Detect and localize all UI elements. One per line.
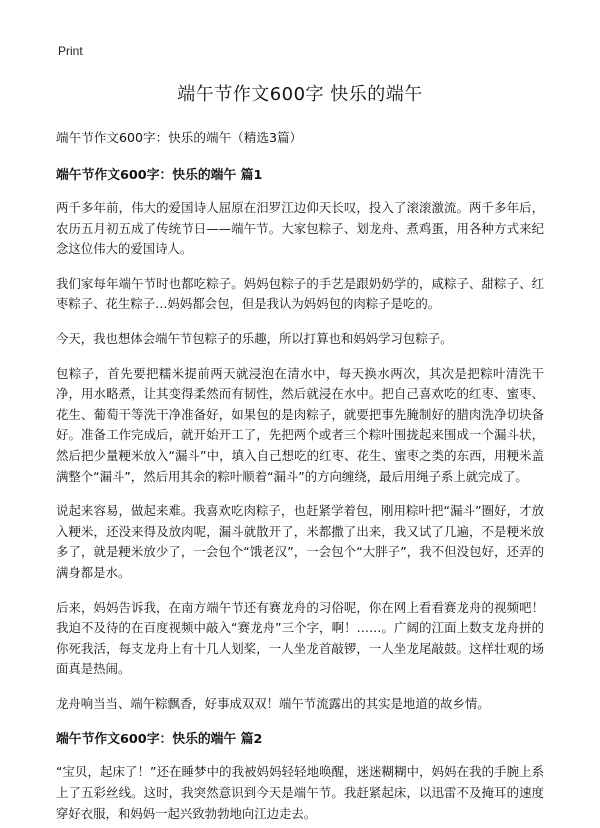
section-heading: 端午节作文600字：快乐的端午 篇1: [56, 168, 263, 183]
article-section-2: [56, 728, 544, 824]
paragraph: 后来，妈妈告诉我，在南方端午节还有赛龙舟的习俗呢，你在网上看看赛龙舟的视频吧！我迫不及待的在百度视频中敲入“赛龙舟”三个字，啊！……。广阔的江面上数支龙舟拼的你死我活，每支龙舟上有十几人划桨，一人坐龙首敲锣，一人坐龙尾敲鼓。这样壮观的场面真是热闹。: [56, 599, 544, 677]
paragraph: 龙舟响当当、端午粽飘香，好事成双双！端午节流露出的其实是地道的故乡情。: [56, 695, 490, 711]
page-subtitle: 端午节作文600字：快乐的端午（精选3篇）: [56, 130, 303, 145]
article-section-1: [56, 164, 544, 714]
paragraph: 今天，我也想体会端午节包粽子的乐趣，所以打算也和妈妈学习包粽子。: [56, 330, 453, 346]
paragraph: “宝贝，起床了！”还在睡梦中的我被妈妈轻轻地唤醒，迷迷糊糊中，妈妈在我的手腕上系上了五彩丝线。这时，我突然意识到今天是端午节。我赶紧起床，以迅雷不及掩耳的速度穿好衣服，和妈妈一起兴致勃勃地向江边走去。: [56, 764, 544, 821]
paragraph: 我们家每年端午节时也都吃粽子。妈妈包粽子的手艺是跟奶奶学的，咸粽子、甜粽子、红枣粽子、花生粽子…妈妈都会包，但是我认为妈妈包的肉粽子是吃的。: [56, 275, 544, 312]
page-title: 端午节作文600字 快乐的端午: [177, 84, 423, 105]
paragraph: 说起来容易，做起来难。我喜欢吃肉粽子，也赶紧学着包，刚用粽叶把“漏斗”圈好，才放入粳米，还没来得及放肉呢，漏斗就散开了，米都撒了出来，我又试了几遍，不是粳米放多了，就是粳米放少了，一会包个“饿老汉”，一会包个“大胖子”，我不但没包好，还弄的满身都是水。: [56, 503, 544, 580]
section-heading: 端午节作文600字：快乐的端午 篇2: [56, 732, 263, 748]
paragraph: 包粽子，首先要把糯米提前两天就浸泡在清水中，每天换水两次，其次是把粽叶清洗干净，用水略煮，让其变得柔然而有韧性，然后就浸在水中。把自己喜欢吃的红枣、蜜枣、花生、葡萄干等洗干净准备好，如果包的是肉粽子，就要把事先腌制好的腊肉洗净切块备好。准备工作完成后，就开始开工了，先把两个或者三个粽叶围拢起来围成一个漏斗状，然后把少量粳米放入“漏斗”中，填入自己想吃的红枣、花生、蜜枣之类的东西，用粳米盖满整个“漏斗”，然后用其余的粽叶顺着“漏斗”的方向缠绕，最后用绳子系上就完成了。: [56, 365, 544, 484]
print-link[interactable]: Print: [58, 44, 83, 58]
paragraph: 两千多年前，伟大的爱国诗人屈原在汨罗江边仰天长叹，投入了滚滚激流。两千多年后，农历五月初五成了传统节日——端午节。大家包粽子、划龙舟、煮鸡蛋，用各种方式来纪念这位伟大的爱国诗人。: [56, 200, 544, 257]
